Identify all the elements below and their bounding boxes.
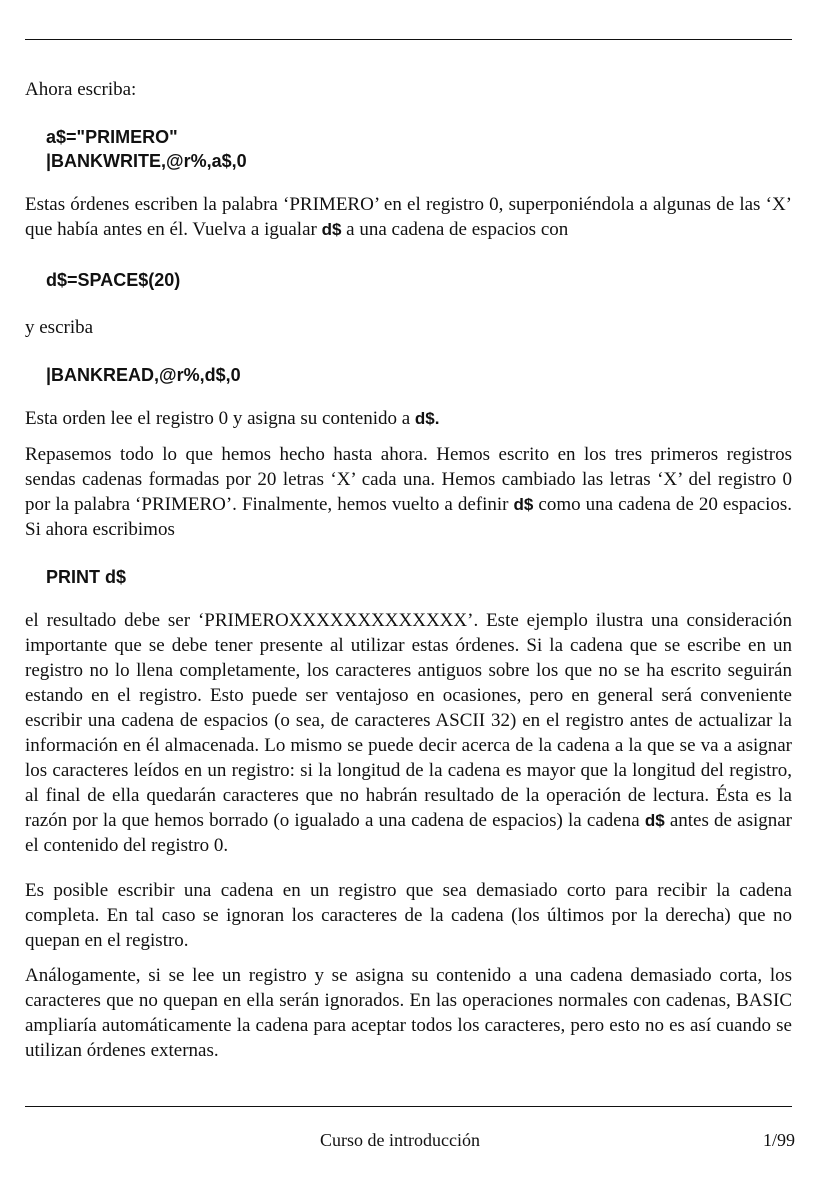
paragraph-4-tail: antes de asignar el contenido del registro 0. xyxy=(25,810,792,856)
y-escriba-text: y escriba xyxy=(25,317,94,338)
paragraph-2-code: d$. xyxy=(414,409,440,428)
intro-text: Ahora escriba: xyxy=(25,79,137,100)
paragraph-1-tail: a una cadena de espacios con xyxy=(341,219,569,240)
paragraph-4 xyxy=(25,608,792,858)
paragraph-5: Es posible escribir una cadena en un registro que sea demasiado corto para recibir la cadena completa. En tal caso se ignoran los caracteres de la cadena (los últimos por la derecha) que no quepan en el registro. xyxy=(25,880,792,951)
paragraph-2-text: Esta orden lee el registro 0 y asigna su contenido a xyxy=(25,408,415,429)
code-line-bankread: |BANKREAD,@r%,d$,0 xyxy=(46,365,241,385)
paragraph-1 xyxy=(25,192,792,242)
footer-rule xyxy=(25,1106,792,1107)
paragraph-1-text: Estas órdenes escriben la palabra ‘PRIMERO’ en el registro 0, superponiéndola a algunas de las ‘X’ que había antes en él. Vuelva a igualar xyxy=(25,194,792,240)
paragraph-3 xyxy=(25,442,792,542)
paragraph-6: Análogamente, si se lee un registro y se asigna su contenido a una cadena demasiado corta, los caracteres que no quepan en ella serán ignorados. En las operaciones normales con cadenas, BASIC ampliaría automáticamente la cadena para aceptar todos los caracteres, pero esto no es así cuando se utilizan órdenes externas. xyxy=(25,965,792,1061)
code-line-assign-a: a$="PRIMERO" xyxy=(46,127,178,147)
paragraph-3-text: Repasemos todo lo que hemos hecho hasta ahora. Hemos escrito en los tres primeros registros sendas cadenas formadas por 20 letras ‘X’ cada una. Hemos cambiado las letras ‘X’ del registro 0 por la palabra ‘PRIMERO’. Finalmente, hemos vuelto a definir xyxy=(25,444,792,515)
code-line-bankwrite: |BANKWRITE,@r%,a$,0 xyxy=(46,151,247,171)
paragraph-1-code: d$ xyxy=(321,220,342,239)
code-line-print: PRINT d$ xyxy=(46,567,127,587)
paragraph-4-text: el resultado debe ser ‘PRIMEROXXXXXXXXXXXXX’. Este ejemplo ilustra una consideración importante que se debe tener presente al utilizar estas órdenes. Si la cadena que se escribe en un registro no lo llena completamente, los caracteres antiguos sobre los que no se ha escrito seguirán estando en el registro. Esto puede ser ventajoso en ocasiones, pero en general será conveniente escribir una cadena de espacios (o sea, de caracteres ASCII 32) en el registro antes de actualizar la información en él almacenada. Lo mismo se puede decir acerca de la cadena a la que se va a asignar los caracteres leídos en un registro: si la longitud de la cadena es mayor que la longitud del registro, al final de ella quedarán caracteres que no habrán resultado de la operación de lectura. Ésta es la razón por la que hemos borrado (o igualado a una cadena de espacios) la cadena xyxy=(25,610,792,831)
paragraph-4-code: d$ xyxy=(644,811,665,830)
code-line-space: d$=SPACE$(20) xyxy=(46,270,181,290)
footer-title: Curso de introducción xyxy=(320,1130,480,1150)
paragraph-2 xyxy=(25,406,792,431)
paragraph-3-code: d$ xyxy=(513,495,534,514)
paragraph-3-tail: como una cadena de 20 espacios. Si ahora escribimos xyxy=(25,494,793,540)
header-rule xyxy=(25,39,792,40)
page-number: 1/99 xyxy=(762,1130,795,1150)
